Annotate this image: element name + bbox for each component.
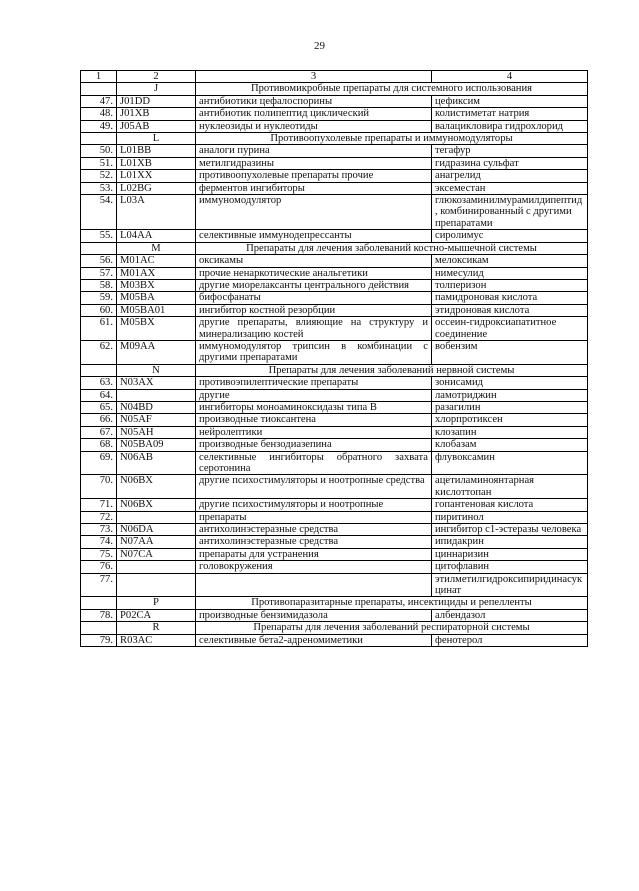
row-number: 58. (81, 279, 117, 291)
row-number: 66. (81, 414, 117, 426)
pharmacological-group: аналоги пурина (196, 145, 432, 157)
row-number: 49. (81, 120, 117, 132)
row-number: 56. (81, 255, 117, 267)
table-row (81, 182, 588, 194)
section-empty-cell (81, 133, 117, 145)
drug-name: ацетиламиноянтарная кислоттопан (432, 475, 588, 499)
pharmacological-group: нейролептики (196, 426, 432, 438)
pharmacological-group: препараты для устранения (196, 548, 432, 560)
section-header-row (81, 242, 588, 254)
atc-code: R03AC (117, 634, 196, 646)
table-row (81, 157, 588, 169)
drug-name: фенотерол (432, 634, 588, 646)
section-title: Противомикробные препараты для системного использования (196, 83, 588, 95)
table-row (81, 195, 588, 230)
table-row (81, 536, 588, 548)
drug-name: мелоксикам (432, 255, 588, 267)
table-row (81, 439, 588, 451)
row-number: 61. (81, 317, 117, 341)
table-row (81, 475, 588, 499)
row-number: 76. (81, 561, 117, 573)
section-title: Противопаразитарные препараты, инсектициды и репелленты (196, 597, 588, 609)
pharmacological-group: иммуномодулятор трипсин в комбинации с другими препаратами (196, 340, 432, 364)
row-number: 77. (81, 573, 117, 597)
section-title: Препараты для лечения заболеваний нервной системы (196, 364, 588, 376)
drug-name: ингибитор с1-эстеразы человека (432, 524, 588, 536)
table-row (81, 170, 588, 182)
section-empty-cell (81, 364, 117, 376)
pharmacological-group: селективные иммунодепрессанты (196, 230, 432, 242)
row-number: 57. (81, 267, 117, 279)
row-number: 68. (81, 439, 117, 451)
drug-registry-table (80, 70, 588, 647)
section-header-row (81, 133, 588, 145)
pharmacological-group: метилгидразины (196, 157, 432, 169)
column-number-cell: 3 (196, 71, 432, 83)
table-row (81, 255, 588, 267)
pharmacological-group: ферментов ингибиторы (196, 182, 432, 194)
row-number: 50. (81, 145, 117, 157)
row-number: 59. (81, 292, 117, 304)
atc-code: L01XX (117, 170, 196, 182)
section-code: J (117, 83, 196, 95)
row-number: 69. (81, 451, 117, 475)
column-number-cell: 1 (81, 71, 117, 83)
pharmacological-group: антибиотики цефалоспорины (196, 95, 432, 107)
drug-name: этидроновая кислота (432, 304, 588, 316)
drug-name: толперизон (432, 279, 588, 291)
table-row (81, 561, 588, 573)
table-row (81, 304, 588, 316)
pharmacological-group: иммуномодулятор (196, 195, 432, 230)
atc-code: J05AB (117, 120, 196, 132)
atc-code: M09AA (117, 340, 196, 364)
table-row (81, 609, 588, 621)
section-empty-cell (81, 83, 117, 95)
drug-name: хлорпротиксен (432, 414, 588, 426)
table-row (81, 377, 588, 389)
section-header-row (81, 597, 588, 609)
drug-name: гидразина сульфат (432, 157, 588, 169)
table-row (81, 108, 588, 120)
pharmacological-group: производные бензодиазепина (196, 439, 432, 451)
pharmacological-group: другие (196, 389, 432, 401)
table-row (81, 401, 588, 413)
drug-name: валацикловира гидрохлорид (432, 120, 588, 132)
atc-code: M01AC (117, 255, 196, 267)
section-title: Противоопухолевые препараты и иммуномодуляторы (196, 133, 588, 145)
atc-code: M05BA01 (117, 304, 196, 316)
row-number: 64. (81, 389, 117, 401)
atc-code: L01XB (117, 157, 196, 169)
atc-code: N06AB (117, 451, 196, 475)
atc-code: L03A (117, 195, 196, 230)
row-number: 54. (81, 195, 117, 230)
drug-name: памидроновая кислота (432, 292, 588, 304)
pharmacological-group: головокружения (196, 561, 432, 573)
pharmacological-group: другие психостимуляторы и ноотропные средства (196, 475, 432, 499)
pharmacological-group: антихолинэстеразные средства (196, 524, 432, 536)
drug-name: цефиксим (432, 95, 588, 107)
row-number: 51. (81, 157, 117, 169)
drug-name: глюкозаминилмурамилдипептид, комбинированный с другими препаратами (432, 195, 588, 230)
table-row (81, 340, 588, 364)
drug-name: колистиметат натрия (432, 108, 588, 120)
table-row (81, 499, 588, 511)
table-row (81, 414, 588, 426)
atc-code: J01XB (117, 108, 196, 120)
pharmacological-group: другие миорелаксанты центрального действия (196, 279, 432, 291)
atc-code: M01AX (117, 267, 196, 279)
row-number: 62. (81, 340, 117, 364)
row-number: 78. (81, 609, 117, 621)
atc-code (117, 511, 196, 523)
drug-name: циннаризин (432, 548, 588, 560)
atc-code (117, 561, 196, 573)
drug-name: ипидакрин (432, 536, 588, 548)
section-header-row (81, 83, 588, 95)
pharmacological-group: бифосфанаты (196, 292, 432, 304)
table-row (81, 145, 588, 157)
pharmacological-group: селективные бета2-адреномиметики (196, 634, 432, 646)
table-row (81, 426, 588, 438)
section-code: M (117, 242, 196, 254)
row-number: 74. (81, 536, 117, 548)
pharmacological-group: другие препараты, влияющие на структуру и минерализацию костей (196, 317, 432, 341)
section-code: R (117, 622, 196, 634)
pharmacological-group: антихолинэстеразные средства (196, 536, 432, 548)
pharmacological-group: селективные ингибиторы обратного захвата серотонина (196, 451, 432, 475)
atc-code: L02BG (117, 182, 196, 194)
table-row (81, 317, 588, 341)
pharmacological-group: ингибитор костной резорбции (196, 304, 432, 316)
section-code: L (117, 133, 196, 145)
drug-name: тегафур (432, 145, 588, 157)
row-number: 48. (81, 108, 117, 120)
atc-code: M05BX (117, 317, 196, 341)
pharmacological-group: другие психостимуляторы и ноотропные (196, 499, 432, 511)
drug-name: нимесулид (432, 267, 588, 279)
drug-name: клобазам (432, 439, 588, 451)
column-number-cell: 4 (432, 71, 588, 83)
pharmacological-group: прочие ненаркотические анальгетики (196, 267, 432, 279)
section-header-row (81, 364, 588, 376)
atc-code: J01DD (117, 95, 196, 107)
table-row (81, 230, 588, 242)
table-row (81, 573, 588, 597)
atc-code (117, 573, 196, 597)
atc-code: P02CA (117, 609, 196, 621)
atc-code (117, 389, 196, 401)
atc-code: N07CA (117, 548, 196, 560)
pharmacological-group: антибиотик полипептид циклический (196, 108, 432, 120)
drug-name: вобензим (432, 340, 588, 364)
row-number: 75. (81, 548, 117, 560)
drug-name: албендазол (432, 609, 588, 621)
column-number-row (81, 71, 588, 83)
atc-code: N05BA09 (117, 439, 196, 451)
pharmacological-group: производные бензимидазола (196, 609, 432, 621)
table-row (81, 451, 588, 475)
section-empty-cell (81, 597, 117, 609)
section-header-row (81, 622, 588, 634)
row-number: 52. (81, 170, 117, 182)
row-number: 70. (81, 475, 117, 499)
drug-name: пиритинол (432, 511, 588, 523)
drug-name: клозапин (432, 426, 588, 438)
drug-name: этилметилгидроксипиридинасукцинат (432, 573, 588, 597)
atc-code: N06BX (117, 499, 196, 511)
drug-name: гопантеновая кислота (432, 499, 588, 511)
drug-name: эксеместан (432, 182, 588, 194)
atc-code: N05AH (117, 426, 196, 438)
row-number: 55. (81, 230, 117, 242)
drug-name: флувоксамин (432, 451, 588, 475)
row-number: 65. (81, 401, 117, 413)
table-row (81, 95, 588, 107)
drug-name: анагрелид (432, 170, 588, 182)
pharmacological-group: производные тиоксантена (196, 414, 432, 426)
drug-name: ламотриджин (432, 389, 588, 401)
table-row (81, 292, 588, 304)
row-number: 60. (81, 304, 117, 316)
drug-name: сиролимус (432, 230, 588, 242)
drug-name: разагилин (432, 401, 588, 413)
section-empty-cell (81, 242, 117, 254)
atc-code: N07AA (117, 536, 196, 548)
atc-code: N04BD (117, 401, 196, 413)
atc-code: L01BB (117, 145, 196, 157)
pharmacological-group: противоопухолевые препараты прочие (196, 170, 432, 182)
section-code: N (117, 364, 196, 376)
row-number: 67. (81, 426, 117, 438)
atc-code: N05AF (117, 414, 196, 426)
pharmacological-group: противоэпилептические препараты (196, 377, 432, 389)
row-number: 71. (81, 499, 117, 511)
row-number: 53. (81, 182, 117, 194)
section-title: Препараты для лечения заболеваний костно-мышечной системы (196, 242, 588, 254)
pharmacological-group: ингибиторы моноаминоксидазы типа В (196, 401, 432, 413)
drug-name: зонисамид (432, 377, 588, 389)
atc-code: M05BA (117, 292, 196, 304)
pharmacological-group (196, 573, 432, 597)
atc-code: N06DA (117, 524, 196, 536)
section-title: Препараты для лечения заболеваний респираторной системы (196, 622, 588, 634)
pharmacological-group: нуклеозиды и нуклеотиды (196, 120, 432, 132)
atc-code: N03AX (117, 377, 196, 389)
row-number: 47. (81, 95, 117, 107)
row-number: 73. (81, 524, 117, 536)
pharmacological-group: оксикамы (196, 255, 432, 267)
section-code: P (117, 597, 196, 609)
pharmacological-group: препараты (196, 511, 432, 523)
table-row (81, 279, 588, 291)
drug-name: цитофлавин (432, 561, 588, 573)
atc-code: M03BX (117, 279, 196, 291)
table-row (81, 634, 588, 646)
table-row (81, 511, 588, 523)
page-number: 29 (314, 40, 325, 52)
row-number: 72. (81, 511, 117, 523)
table-row (81, 548, 588, 560)
row-number: 63. (81, 377, 117, 389)
table-row (81, 524, 588, 536)
table-row (81, 120, 588, 132)
drug-name: оссеин-гидроксиапатитное соединение (432, 317, 588, 341)
column-number-cell: 2 (117, 71, 196, 83)
section-empty-cell (81, 622, 117, 634)
table-row (81, 389, 588, 401)
table-row (81, 267, 588, 279)
row-number: 79. (81, 634, 117, 646)
atc-code: N06BX (117, 475, 196, 499)
atc-code: L04AA (117, 230, 196, 242)
